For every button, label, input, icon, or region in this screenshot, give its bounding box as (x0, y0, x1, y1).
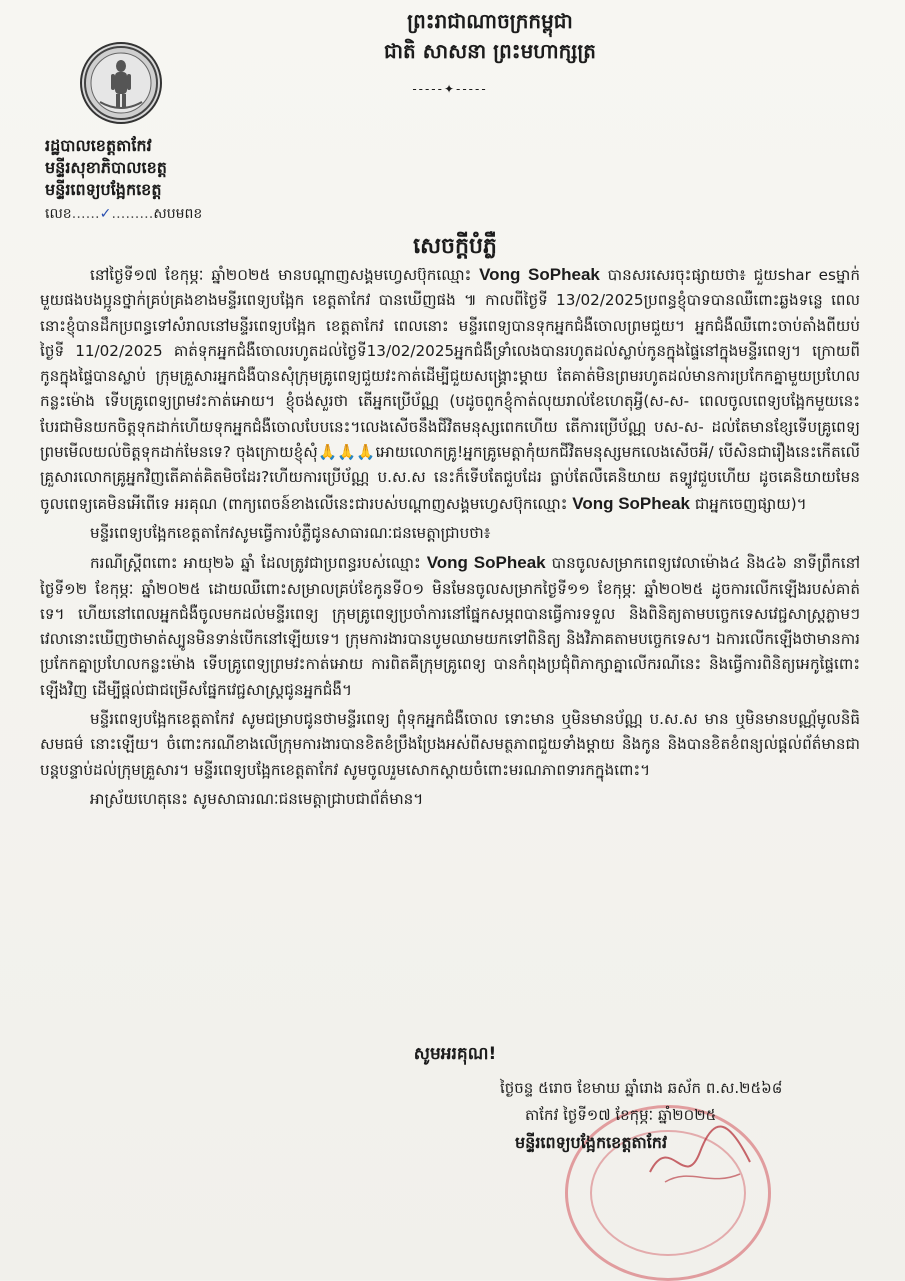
org-line-province: រដ្ឋបាលខេត្តតាកែវ (45, 136, 152, 155)
org-line-hospital: មន្ទីរពេទ្យបង្អែកខេត្ត (45, 180, 162, 199)
p3-text-b: បានចូលសម្រាកពេទ្យវេលាម៉ោង៤ និង៤៦ នាទីព្រឹកនៅថ្ងៃទី១២ ខែកុម្ភៈ ឆ្នាំ២០២៥ ដោយឈឺពោះសម្រាលគ្រប់ខែកូនទី០១ មិនមែនចូលសម្រាកថ្ងៃទី១១ ខែកុម្ភៈ ឆ្នាំ២០២៥ ដូចការលើកឡើងរបស់គាត់ទេ។ ហើយនៅពេលអ្នកជំងឺចូលមកដល់មន្ទីរពេទ្យ ក្រុមគ្រូពេទ្យប្រចាំការនៅផ្នែកសម្ភពបានធ្វើការទទួល និងពិនិត្យតាមបច្ចេកទេសវេជ្ជសាស្ត្រភ្លាមៗ វេលានោះឃើញថាមាត់ស្បូនមិនទាន់បើកនៅឡើយទេ។ ក្រុមការងារបានបូមឈាមយកទៅពិនិត្យ និងវិភាគតាមបច្ចេកទេស។ ឯការលើកឡើងថាមានការប្រកែកគ្នាប្រហែលកន្លះម៉ោង ទើបគ្រូពេទ្យព្រមវះកាត់អោយ ការពិតគឺក្រុមគ្រូពេទ្យ បានកំពុងប្រជុំពិភាក្សាគ្នាលើករណីនេះ និងធ្វើការពិនិត្យអេកូផ្ទៃពោះឡើងវិញ ដើម្បីផ្តល់ជាជម្រើសផ្នែកវេជ្ជសាស្ត្រជូនអ្នកជំងឺ។ (40, 554, 861, 699)
paragraph-quote (40, 262, 860, 517)
lunar-date: ថ្ងៃចន្ទ ៥រោច ខែមាឃ ឆ្នាំរោង ឆស័ក ព.ស.២៥៦៨ (500, 1079, 783, 1097)
checkmark-icon: ✓ (99, 206, 112, 222)
p1-text-a: នៅថ្ងៃទី១៧ ខែកុម្ភៈ ឆ្នាំ២០២៥ មានបណ្តាញសង្គមហ្វេសប៊ុកឈ្មោះ (90, 266, 472, 284)
date-and-signatory (500, 1075, 880, 1156)
national-motto: ជាតិ សាសនា ព្រះមហាក្សត្រ (384, 39, 596, 63)
p1-facebook-name-2: Vong SoPheak (572, 493, 691, 513)
closing-thanks: សូមអរគុណ! (413, 1044, 497, 1064)
p3-facebook-name: Vong SoPheak (426, 553, 546, 573)
national-header (300, 6, 680, 66)
ref-dots-right: ……… (111, 206, 154, 222)
paragraph-statement: មន្ទីរពេទ្យបង្អែកខេត្តតាកែវ សូមជម្រាបជូនថាមន្ទីរពេទ្យ ពុំទុកអ្នកជំងឺចោល ទោះមាន ឬមិនមានប័ណ្ណ ប.ស.ស មាន ឬមិនមានបណ្ណ័មូលនិធិសមធម៌ នោះឡើយ។ ចំពោះករណីខាងលើក្រុមការងារបានខិតខំប្រឹងប្រែងអស់ពីសមត្ថភាពជួយទាំងម្តាយ និងកូន និងបានខិតខំពន្យល់ផ្តល់ព័ត៌មានជាបន្តបន្ទាប់ដល់ក្រុមគ្រួសារ។ មន្ទីរពេទ្យបង្អែកខេត្តតាកែវ សូមចូលរួមសោកស្តាយចំពោះមរណភាពទារកក្នុងពោះ។ (40, 710, 860, 779)
solar-date: តាកែវ ថ្ងៃទី១៧ ខែកុម្ភៈ ឆ្នាំ២០២៥ (525, 1106, 717, 1124)
document-title: សេចក្តីបំភ្លឺ (413, 234, 497, 259)
reference-number (45, 203, 265, 225)
paragraph-intro: មន្ទីរពេទ្យបង្អែកខេត្តតាកែវសូមធ្វើការបំភ្លឺជូនសាធារណៈជនមេត្តាជ្រាបថា៖ (90, 523, 491, 542)
paragraph-conclusion: អាស្រ័យហេតុនេះ សូមសាធារណៈជនមេត្តាជ្រាបជាព័ត៌មាន។ (90, 789, 424, 808)
issuing-organization (45, 135, 265, 201)
ref-suffix: សបមពខ (153, 206, 203, 222)
p1-text-c: ជាអ្នកចេញផ្សាយ)។ (694, 494, 807, 513)
p3-text-a: ករណីស្ត្រីពពោះ អាយុ២៦ ឆ្នាំ ដែលត្រូវជាប្រពន្ធរបស់ឈ្មោះ (90, 554, 421, 573)
ref-dots-left: …… (71, 206, 100, 222)
ref-prefix: លេខ (45, 206, 72, 222)
document-body (40, 262, 860, 812)
signatory-title: មន្ទីរពេទ្យបង្អែកខេត្តតាកែវ (515, 1133, 668, 1152)
paragraph-facts (40, 550, 860, 703)
ministry-seal-icon (80, 42, 162, 124)
p1-facebook-name: Vong SoPheak (479, 265, 600, 284)
org-line-health-dept: មន្ទីរសុខាភិបាលខេត្ត (45, 158, 167, 177)
header-ornament: -----✦----- (412, 82, 488, 96)
p1-text-b: បានសរសេរចុះផ្សាយថា៖ ជួយshar esម្នាក់មួយផងបងប្អូនថ្នាក់គ្រប់គ្រងខាងមន្ទីរពេទ្យបង្អែក ខេត្តតាកែវ បានឃើញផង ៕ កាលពីថ្ងៃទី 13/02/2025ប្រពន្ធខ្ញុំបាទបានឈឺពោះឆ្លងទន្លេ ពេលនោះខ្ញុំបានដឹកប្រពន្ធទៅសំរាលនៅមន្ទីរពេទ្យបង្អែក ខេត្តតាកែវ ពេលនោះ មន្ទីរពេទ្យបានទុកអ្នកជំងឺចោលព្រមជួយ។ អ្នកជំងឺឈឺពោះចាប់តាំងពីយប់ថ្ងៃទី 11/02/2025 គាត់ទុកអ្នកជំងឺចោលរហូតដល់ថ្ងៃទី13/02/2025អ្នកជំងឺទ្រាំលេងបានរហូតដល់ស្លាប់កូនក្នុងផ្ទៃនៅក្នុងមន្ទីរពេទ្យ។ ក្រោយពីកូនក្នុងផ្ទៃបានស្លាប់ ក្រុមគ្រួសារអ្នកជំងឺបានសុំក្រុមគ្រូពេទ្យជួយវះកាត់ដើម្បីជួយសង្គ្រោះម្តាយ តែគាត់មិនព្រមរហូតដល់មានការប្រកែកគ្នាមួយប្រហែលកន្លះម៉ោង ទើបគ្រូពេទ្យព្រមវះកាត់អោយ។ ខ្ញុំចង់សួរថា តើអ្នកប្រើប័ណ្ណ (បដូចពួកខ្ញុំកាត់លុយរាល់ខែហេតុអ្វី(ស-ស- ពេលចូលពេទ្យបង្អែកមួយនេះបែរជាមិនយកចិត្តទុកដាក់ហើយទុកអ្នកជំងឺចោលបែបនេះ។លេងសើចនឹងជីវិតមនុស្សពេកហើយ តើការប្រើប័ណ្ណ បស-ស- ដល់តែមានខ្សែទើបគ្រូពេទ្យព្រមមើលយល់ចិត្តទុកដាក់មែនទេ? ចុងក្រោយខ្ញុំសុំ🙏🙏🙏អោយលោកគ្រូ!អ្នកគ្រូមេត្តាកុំយកជីវិតមនុស្សមកលេងសើចអី/ បើសិនជារឿងនេះកើតលើគ្រួសារលោកគ្រូអ្នកវិញតើគាត់គិតមិចដែរ?ហើយការប្រើប័ណ្ណ ប.ស.ស នេះក៏ទើបតែជួបដែរ ធ្លាប់តែលឺគេនិយាយ តទ្បូវជួបហើយ ដូចគេនិយាយមែន ចូលពេទ្យគេមិនអើពើទេ អរគុណ (ពាក្យពេចន៍ខាងលើនេះជារបស់បណ្តាញសង្គមហ្វេសប៊ុកឈ្មោះ (40, 266, 860, 513)
kingdom-title: ព្រះរាជាណាចក្រកម្ពុជា (407, 9, 573, 33)
